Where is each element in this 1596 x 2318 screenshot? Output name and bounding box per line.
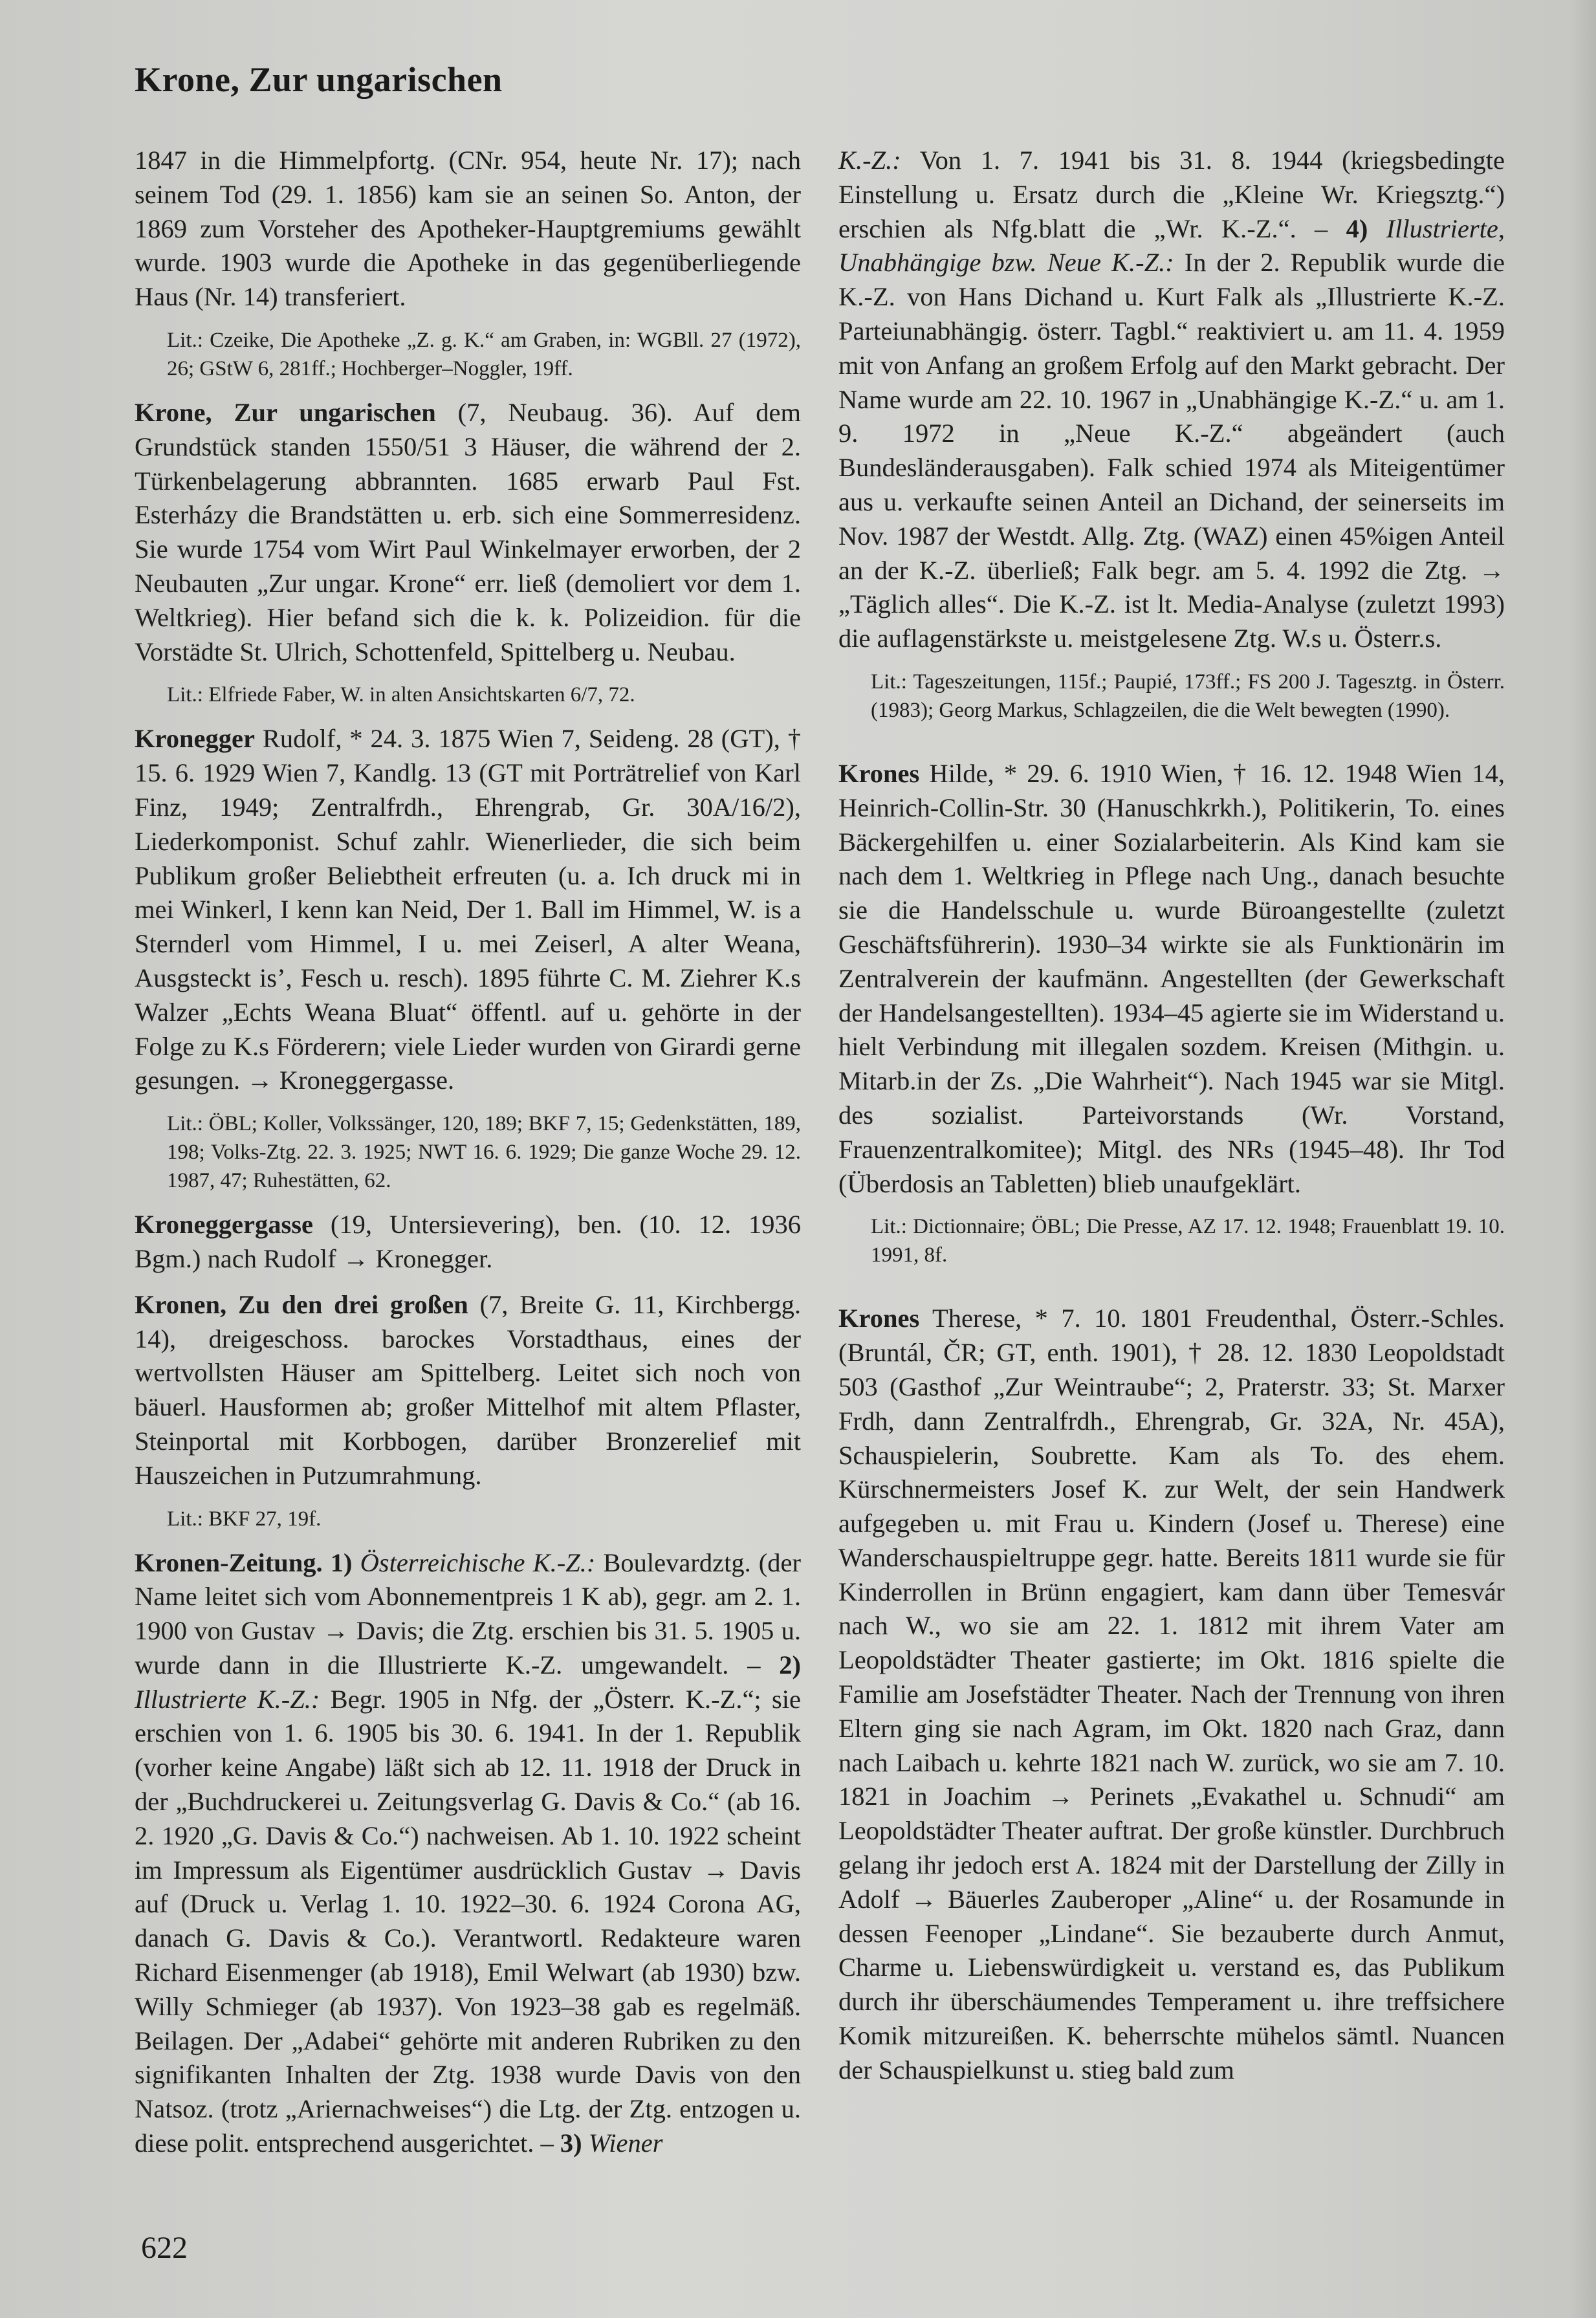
page-number: 622 [141, 2231, 188, 2265]
entry-headword: Kronegger [135, 724, 255, 754]
lit-reference: Lit.: Czeike, Die Apotheke „Z. g. K.“ am Graben, in: WGBll. 27 (1972), 26; GStW 6, 281ff.; Hochberger–Noggler, 19ff. [167, 328, 801, 380]
right-column [838, 144, 1505, 2099]
subentry-title: Wiener [582, 2128, 663, 2158]
page-edge-shadow [1570, 0, 1596, 2318]
entry-krones-hilde [838, 757, 1505, 1201]
lit-reference: Lit.: Dictionnaire; ÖBL; Die Presse, AZ 17. 12. 1948; Frauenblatt 19. 10. 1991, 8f. [871, 1215, 1505, 1267]
entry-body: Rudolf, * 24. 3. 1875 Wien 7, Seideng. 28 (GT), † 15. 6. 1929 Wien 7, Kandlg. 13 (GT mit Porträtrelief von Karl Finz, 1949; Zentralfrdh., Ehrengrab, Gr. 30A/16/2), Liederkomponist. Schuf zahlr. Wienerlieder, die sich beim Publikum großer Beliebtheit erfreuten (u. a. Ich druck mi in mei Winkerl, I kenn kan Neid, Der 1. Ball im Himmel, W. is a Sternderl vom Himmel, I u. mei Zeiserl, A alter Weana, Ausgsteckt is’, Fesch u. resch). 1895 führte C. M. Ziehrer K.s Walzer „Echts Weana Bluat“ öffentl. auf u. gehörte in der Folge zu K.s Förderern; viele Lieder wurden von Girardi gerne gesungen. → Kroneggergasse. [135, 724, 801, 1095]
entry-kronen-drei-grossen [135, 1288, 801, 1493]
entry-body: (19, Untersievering), ben. (10. 12. 1936 Bgm.) nach Rudolf → Kronegger. [135, 1210, 801, 1273]
subentry-number: 3) [553, 2128, 582, 2158]
entry-krones-therese [838, 1302, 1505, 2087]
entry-kronegger [135, 722, 801, 1098]
entry-body: Hilde, * 29. 6. 1910 Wien, † 16. 12. 1948 Wien 14, Heinrich-Collin-Str. 30 (Hanuschkrkh.), Politikerin, To. eines Bäckergehilfen u. einer Sozialarbeiterin. Als Kind kam sie nach dem 1. Weltkrieg in Pflege nach Ung., danach besuchte sie die Handelsschule u. wurde Büroangestellte (zuletzt Geschäftsführerin). 1930–34 wirkte sie als Funktionärin im Zentralverein der kaufmänn. Angestellten (der Gewerkschaft der Handelsangestellten). 1934–45 agierte sie im Widerstand u. hielt Verbindung mit illegalen sozdem. Kreisen (Mithgin. u. Mitarb.in der Zs. „Die Wahrheit“). Nach 1945 war sie Mitgl. des sozialist. Parteivorstands (Wr. Vorstand, Frauenzentralkomitee); Mitgl. des NRs (1945–48). Ihr Tod (Überdosis an Tabletten) blieb unaufgeklärt. [838, 758, 1505, 1198]
entry-headword: Kronen, Zu den drei großen [135, 1289, 468, 1319]
entry-body: Von 1. 7. 1941 bis 31. 8. 1944 (kriegsbedingte Einstellung u. Ersatz durch die „Kleine Wr. Kriegsztg.“) erschien als Nfg.blatt die „Wr. K.-Z.“. – [838, 146, 1505, 243]
entry-krone-ungarischen [135, 396, 801, 669]
entry-body: Boulevardztg. (der Name leitet sich vom Abonnementpreis 1 K ab), gegr. am 2. 1. 1900 von Gustav → Davis; die Ztg. erschien bis 31. 5. 1905 u. wurde dann in die Illustrierte K.-Z. umgewandelt. – [135, 1547, 801, 1679]
lit-reference: Lit.: ÖBL; Koller, Volkssänger, 120, 189; BKF 7, 15; Gedenkstätten, 189, 198; Volks-Ztg. 22. 3. 1925; NWT 16. 6. 1929; Die ganze Woche 29. 12. 1987, 47; Ruhestätten, 62. [167, 1112, 801, 1193]
lit-reference: Lit.: Tageszeitungen, 115f.; Paupié, 173ff.; FS 200 J. Tagesztg. in Österr. (1983); Georg Markus, Schlagzeilen, die die Welt bewegten (1990). [871, 670, 1505, 722]
entry-headword: Krones [838, 1304, 920, 1333]
subentry-number: 4) [1328, 213, 1368, 243]
entry-spacer [838, 738, 1505, 757]
subentry-title: K.-Z.: [838, 146, 901, 175]
entry-body: (7, Neubaug. 36). Auf dem Grundstück standen 1550/51 3 Häuser, die während der 2. Türkenbelagerung abbrannten. 1685 erwarb Paul Fst. Esterházy die Brandstätten u. erb. sich eine Sommerresidenz. Sie wurde 1754 vom Wirt Paul Winkelmayer erworben, der 2 Neubauten „Zur ungar. Krone“ err. ließ (demoliert vor dem 1. Weltkrieg). Hier befand sich die k. k. Polizeidion. für die Vorstädte St. Ulrich, Schottenfeld, Spittelberg u. Neubau. [135, 397, 801, 666]
subentry-title: Illustrierte, Unabhängige bzw. Neue K.-Z.: [838, 213, 1505, 278]
entry-headword: Kroneggergasse [135, 1210, 313, 1240]
subentry-title: Österreichische K.-Z.: [352, 1547, 596, 1577]
subentry-title: Illustrierte K.-Z.: [135, 1684, 320, 1714]
entry-body: In der 2. Republik wurde die K.-Z. von Hans Dichand u. Kurt Falk als „Illustrierte K.-Z. Parteiunabhängig. österr. Tagbl.“ reaktiviert u. am 11. 4. 1959 mit von Anfang an großem Erfolg auf den Markt gebracht. Der Name wurde am 22. 10. 1967 in „Unabhängige K.-Z.“ u. am 1. 9. 1972 in „Neue K.-Z.“ abgeändert (auch Bundesländerausgaben). Falk schied 1974 als Miteigentümer aus u. verkaufte seinen Anteil an Dichand, der seinerseits im Nov. 1987 der Westdt. Allg. Ztg. (WAZ) einen 45%igen Anteil an der K.-Z. überließ; Falk begr. am 5. 4. 1992 die Ztg. → „Täglich alles“. Die K.-Z. ist lt. Media-Analyse (zuletzt 1993) die auflagenstärkste u. meistgelesene Ztg. W.s u. Österr.s. [838, 248, 1505, 653]
entry-spacer [838, 1282, 1505, 1302]
entry-apotheke-continuation: 1847 in die Himmelpfortg. (CNr. 954, heute Nr. 17); nach seinem Tod (29. 1. 1856) kam sie an seinen So. Anton, der 1869 zum Vorsteher des Apotheker-Hauptgremiums gewählt wurde. 1903 wurde die Apotheke in das gegenüberliegende Haus (Nr. 14) transferiert. [135, 146, 801, 312]
entry-headword: Kronen-Zeitung. 1) [135, 1547, 353, 1577]
entry-headword: Krones [838, 758, 920, 788]
entry-kronen-zeitung [135, 1546, 801, 2161]
entry-body: (7, Breite G. 11, Kirchbergg. 14), dreigeschoss. barockes Vorstadthaus, eines der wertvollsten Häuser am Spittelberg. Leitet sich noch von bäuerl. Hausformen ab; großer Mittelhof mit altem Pflaster, Steinportal mit Korbbogen, darüber Bronzerelief mit Hauszeichen in Putzumrahmung. [135, 1289, 801, 1490]
entry-headword: Krone, Zur ungarischen [135, 397, 436, 427]
lit-reference: Lit.: Elfriede Faber, W. in alten Ansichtskarten 6/7, 72. [167, 683, 635, 707]
entry-kroneggergasse [135, 1208, 801, 1276]
running-head: Krone, Zur ungarischen [135, 60, 503, 99]
entry-body: Therese, * 7. 10. 1801 Freudenthal, Österr.-Schles. (Bruntál, ČR; GT, enth. 1901), † 28. 12. 1830 Leopoldstadt 503 (Gasthof „Zur Weintraube“; 2, Praterstr. 33; St. Marxer Frdh, dann Zentralfrdh., Ehrengrab, Gr. 32A, Nr. 45A), Schauspielerin, Soubrette. Kam als To. des ehem. Kürschnermeisters Josef K. zur Welt, der sein Handwerk aufgegeben u. mit Frau u. Kindern (Josef u. Therese) eine Wanderschauspieltruppe gegr. hatte. Bereits 1811 wurde sie für Kinderrollen in Brünn engagiert, kam dann über Temesvár nach W., wo sie am 22. 1. 1812 mit ihrem Vater am Leopoldstädter Theater gastierte; im Okt. 1816 spielte die Familie am Josefstädter Theater. Nach der Trennung von ihren Eltern ging sie nach Agram, im Okt. 1820 nach Graz, dann nach Laibach u. kehrte 1821 nach W. zurück, wo sie am 7. 10. 1821 in Joachim → Perinets „Evakathel u. Schnudi“ am Leopoldstädter Theater auftrat. Der große künstler. Durchbruch gelang ihr jedoch erst A. 1824 mit der Darstellung der Zilly in Adolf → Bäuerles Zauberoper „Aline“ u. der Rosamunde in dessen Feenoper „Lindane“. Sie bezauberte durch Anmut, Charme u. Liebenswürdigkeit u. verstand es, das Publikum durch ihr überschäumendes Temperament u. ihre treffsichere Komik mitzureißen. K. beherrschte mühelos sämtl. Nuancen der Schauspielkunst u. stieg bald zum [838, 1304, 1505, 2084]
entry-kronen-zeitung-continuation [838, 144, 1505, 656]
entry-body: Begr. 1905 in Nfg. der „Österr. K.-Z.“; sie erschien von 1. 6. 1905 bis 30. 6. 1941. In der 1. Republik (vorher keine Angabe) läßt sich ab 12. 11. 1918 der Druck in der „Buchdruckerei u. Zeitungsverlag G. Davis & Co.“ (ab 16. 2. 1920 „G. Davis & Co.“) nachweisen. Ab 1. 10. 1922 scheint im Impressum als Eigentümer ausdrücklich Gustav → Davis auf (Druck u. Verlag 1. 10. 1922–30. 6. 1924 Corona AG, danach G. Davis & Co.). Verantwortl. Redakteure waren Richard Eisenmenger (ab 1918), Emil Welwart (ab 1930) bzw. Willy Schmieger (ab 1937). Von 1923–38 gab es regelmäß. Beilagen. Der „Adabei“ gehörte mit anderen Rubriken zu den signifikanten Inhalten der Ztg. 1938 wurde Davis von den Natsoz. (trotz „Ariernachweises“) die Ltg. der Ztg. entzogen u. diese polit. entsprechend ausgerichtet. – [135, 1684, 801, 2158]
lit-reference: Lit.: BKF 27, 19f. [167, 1507, 322, 1531]
subentry-number: 2) [760, 1650, 801, 1679]
left-column [135, 144, 801, 2172]
